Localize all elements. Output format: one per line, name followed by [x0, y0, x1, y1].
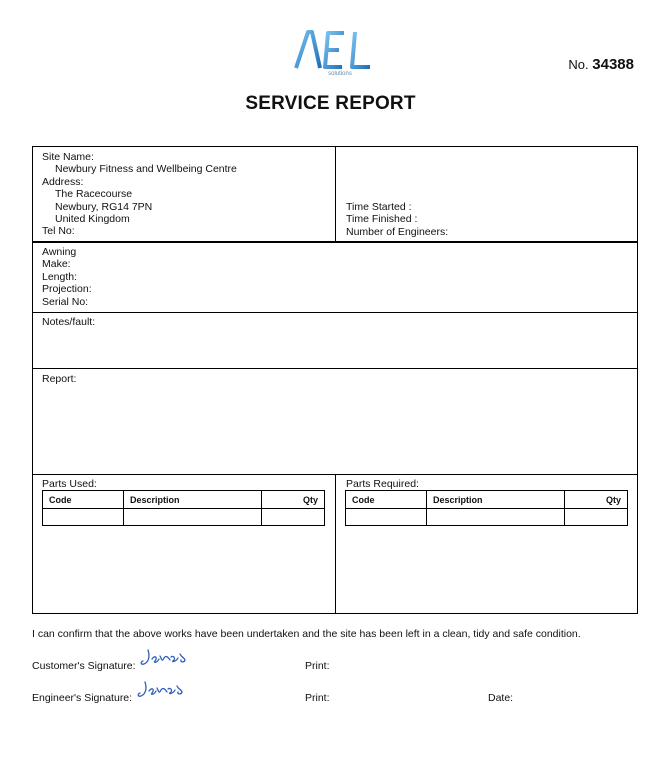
engineer-signature-image: [135, 676, 191, 702]
length-label: Length:: [42, 270, 78, 283]
parts-used-label: Parts Used:: [42, 478, 97, 490]
table-header-row: [43, 491, 325, 509]
top-divider: [335, 147, 336, 241]
customer-signature-image: [138, 644, 194, 670]
time-finished-label: Time Finished :: [346, 213, 418, 226]
tel-label: Tel No:: [42, 225, 75, 238]
page-title: SERVICE REPORT: [245, 93, 416, 114]
site-details: [42, 151, 237, 238]
column-qty: Qty: [565, 491, 628, 509]
table-header-row: [346, 491, 628, 509]
projection-label: Projection:: [42, 283, 92, 296]
logo-subtext: solutions: [328, 71, 352, 76]
customer-signature-label: Customer's Signature:: [32, 660, 136, 672]
customer-print-label: Print:: [305, 660, 330, 672]
parts-required-table: [345, 490, 628, 526]
code-cell[interactable]: [43, 509, 124, 526]
equipment-type: Awning: [42, 246, 77, 258]
description-cell[interactable]: [124, 509, 262, 526]
qty-cell[interactable]: [262, 509, 325, 526]
date-label: Date:: [488, 692, 514, 704]
parts-used-table: [42, 490, 325, 526]
make-label: Make:: [42, 258, 71, 271]
equipment-details: [42, 246, 92, 308]
address-label: Address:: [42, 175, 84, 188]
section-divider-equipment: [33, 312, 637, 313]
address-line-2: Newbury, RG14 7PN: [55, 200, 153, 213]
engineers-label: Number of Engineers:: [346, 225, 449, 238]
qty-cell[interactable]: [565, 509, 628, 526]
site-name-label: Site Name:: [42, 151, 94, 163]
site-name: Newbury Fitness and Wellbeing Centre: [55, 163, 237, 176]
column-code: Code: [346, 491, 427, 509]
serial-label: Serial No:: [42, 295, 89, 308]
table-row: [43, 509, 325, 526]
report-form: [32, 146, 638, 614]
engineer-signature-label: Engineer's Signature:: [32, 692, 133, 704]
address-line-1: The Racecourse: [55, 188, 133, 201]
column-description: Description: [124, 491, 262, 509]
table-row: [346, 509, 628, 526]
code-cell[interactable]: [346, 509, 427, 526]
description-cell[interactable]: [427, 509, 565, 526]
column-description: Description: [427, 491, 565, 509]
parts-required-label: Parts Required:: [346, 478, 419, 490]
confirmation-statement: I can confirm that the above works have been undertaken and the site has been left in a clean, tidy and safe condition.: [32, 628, 581, 640]
notes-label: Notes/fault:: [42, 316, 96, 328]
time-started-label: Time Started :: [346, 201, 412, 213]
parts-divider: [335, 474, 336, 614]
engineer-print-label: Print:: [305, 692, 330, 704]
report-number-label: No.: [568, 57, 589, 72]
column-qty: Qty: [262, 491, 325, 509]
report-label: Report:: [42, 373, 77, 385]
section-divider-notes: [33, 368, 637, 369]
column-code: Code: [43, 491, 124, 509]
company-logo: [292, 28, 374, 76]
report-number-value: 34388: [592, 56, 634, 73]
address-line-3: United Kingdom: [55, 213, 130, 226]
section-divider-site: [33, 241, 637, 243]
timing-details: [346, 201, 448, 238]
report-number: [568, 56, 634, 73]
